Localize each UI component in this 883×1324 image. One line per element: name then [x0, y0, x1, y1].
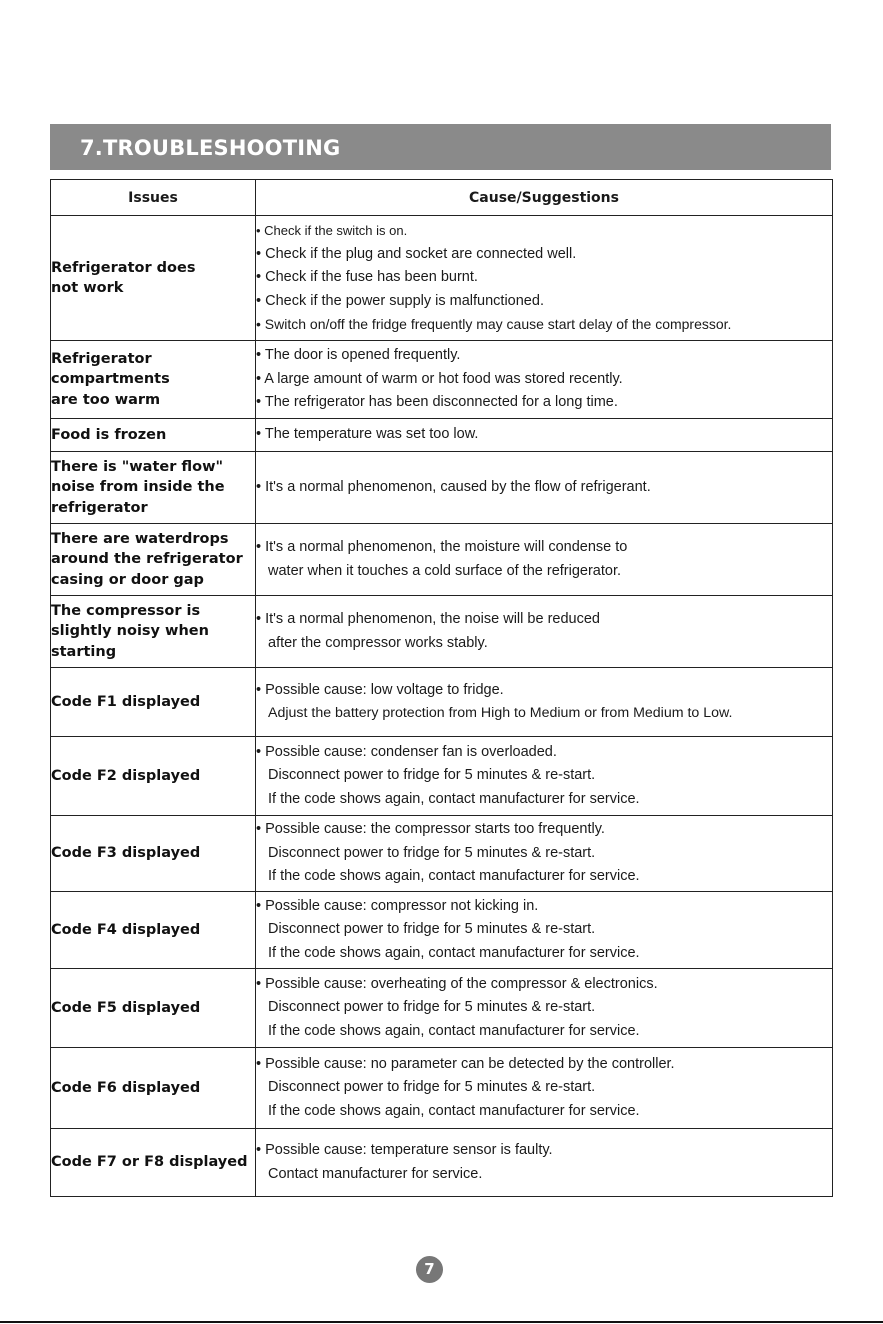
issue-cell — [51, 596, 256, 668]
issue-cell — [51, 341, 256, 419]
issue-line: There is "water flow" — [51, 458, 224, 475]
issue-line: Code F4 displayed — [51, 921, 201, 938]
cause-line: • Possible cause: no parameter can be detected by the controller. — [256, 1055, 675, 1072]
cause-cell — [256, 892, 833, 969]
cause-line: • It's a normal phenomenon, the moisture will condense to — [256, 539, 628, 555]
issue-cell — [51, 668, 256, 737]
issue-line: Code F3 displayed — [51, 845, 201, 862]
table-row — [51, 452, 833, 524]
cause-line: If the code shows again, contact manufacturer for service. — [268, 1102, 640, 1119]
cause-line: • Possible cause: low voltage to fridge. — [256, 681, 504, 698]
cause-cell — [256, 969, 833, 1048]
cause-line: • The refrigerator has been disconnected for a long time. — [256, 394, 618, 411]
cause-line: • It's a normal phenomenon, caused by the flow of refrigerant. — [256, 478, 651, 495]
cause-line: Disconnect power to fridge for 5 minutes & re-start. — [268, 844, 596, 861]
table-row — [51, 668, 833, 737]
issue-cell — [51, 452, 256, 524]
issue-line: slightly noisy when — [51, 623, 209, 640]
issue-line: Refrigerator does — [51, 259, 196, 276]
cause-cell — [256, 524, 833, 596]
issue-line: are too warm — [51, 391, 161, 408]
cause-cell — [256, 816, 833, 892]
issue-cell — [51, 1129, 256, 1197]
issue-cell — [51, 892, 256, 969]
issue-cell — [51, 419, 256, 452]
table-row — [51, 524, 833, 596]
issue-line: Food is frozen — [51, 426, 167, 443]
cause-line: Disconnect power to fridge for 5 minutes & re-start. — [268, 1079, 596, 1096]
cause-line: water when it touches a cold surface of the refrigerator. — [268, 562, 622, 579]
table-header-row — [51, 180, 833, 216]
bottom-divider — [0, 1321, 883, 1323]
header-issues: Issues — [51, 180, 256, 216]
issue-cell — [51, 969, 256, 1048]
cause-line: • Possible cause: compressor not kicking in. — [256, 897, 539, 914]
troubleshooting-table — [50, 179, 833, 1197]
cause-line: • Possible cause: temperature sensor is faulty. — [256, 1142, 553, 1158]
table-row — [51, 737, 833, 816]
cause-line: Disconnect power to fridge for 5 minutes & re-start. — [268, 921, 596, 938]
section-header — [50, 124, 831, 170]
cause-line: • Check if the fuse has been burnt. — [256, 269, 478, 286]
header-cause-suggestions: Cause/Suggestions — [256, 180, 833, 216]
cause-line: • Possible cause: overheating of the compressor & electronics. — [256, 975, 658, 992]
issue-cell — [51, 816, 256, 892]
issue-cell — [51, 216, 256, 341]
table-row — [51, 969, 833, 1048]
cause-cell — [256, 419, 833, 452]
table-row — [51, 419, 833, 452]
cause-line: after the compressor works stably. — [268, 634, 488, 651]
cause-line: • Switch on/off the fridge frequently may cause start delay of the compressor. — [256, 316, 732, 333]
cause-line: • The door is opened frequently. — [256, 347, 461, 364]
cause-line: • Possible cause: the compressor starts too frequently. — [256, 821, 605, 838]
cause-cell — [256, 341, 833, 419]
cause-cell — [256, 596, 833, 668]
cause-cell — [256, 452, 833, 524]
table-row — [51, 816, 833, 892]
table-row — [51, 341, 833, 419]
table-row — [51, 216, 833, 341]
table-row — [51, 892, 833, 969]
cause-cell — [256, 1129, 833, 1197]
issue-line: compartments — [51, 371, 170, 388]
issue-line: There are waterdrops — [51, 530, 229, 547]
cause-cell — [256, 737, 833, 816]
issue-line: Refrigerator — [51, 350, 152, 367]
issue-line: Code F2 displayed — [51, 767, 201, 784]
issue-cell — [51, 737, 256, 816]
cause-line: Disconnect power to fridge for 5 minutes & re-start. — [268, 999, 596, 1016]
cause-line: • Check if the plug and socket are connected well. — [256, 245, 577, 262]
cause-line: If the code shows again, contact manufacturer for service. — [268, 790, 640, 807]
table-row — [51, 1048, 833, 1129]
issue-line: not work — [51, 280, 124, 296]
issue-line: noise from inside the — [51, 479, 225, 496]
issue-line: Code F7 or F8 displayed — [51, 1154, 248, 1171]
cause-line: Contact manufacturer for service. — [268, 1165, 483, 1182]
cause-cell — [256, 216, 833, 341]
table-row — [51, 1129, 833, 1197]
page-number-badge: 7 — [416, 1256, 443, 1283]
section-title: 7.TROUBLESHOOTING — [80, 136, 341, 160]
cause-line: Disconnect power to fridge for 5 minutes & re-start. — [268, 767, 596, 784]
issue-line: starting — [51, 643, 117, 660]
table-row — [51, 596, 833, 668]
cause-line: • A large amount of warm or hot food was stored recently. — [256, 370, 623, 387]
cause-line: If the code shows again, contact manufacturer for service. — [268, 868, 640, 885]
cause-line: • Possible cause: condenser fan is overloaded. — [256, 743, 557, 760]
cause-cell — [256, 668, 833, 737]
cause-cell — [256, 1048, 833, 1129]
cause-line: • Check if the power supply is malfunctioned. — [256, 292, 544, 309]
issue-cell — [51, 1048, 256, 1129]
cause-line: • The temperature was set too low. — [256, 426, 479, 443]
cause-line: If the code shows again, contact manufacturer for service. — [268, 944, 640, 961]
cause-line: • Check if the switch is on. — [256, 223, 408, 239]
issue-line: refrigerator — [51, 499, 148, 516]
issue-line: Code F6 displayed — [51, 1079, 201, 1096]
issue-line: around the refrigerator — [51, 551, 243, 568]
cause-line: • It's a normal phenomenon, the noise will be reduced — [256, 611, 600, 627]
issue-cell — [51, 524, 256, 596]
issue-line: Code F5 displayed — [51, 999, 201, 1016]
cause-line: Adjust the battery protection from High to Medium or from Medium to Low. — [268, 705, 733, 721]
cause-line: If the code shows again, contact manufacturer for service. — [268, 1022, 640, 1039]
issue-line: The compressor is — [51, 602, 201, 619]
issue-line: Code F1 displayed — [51, 693, 201, 710]
issue-line: casing or door gap — [51, 571, 204, 588]
